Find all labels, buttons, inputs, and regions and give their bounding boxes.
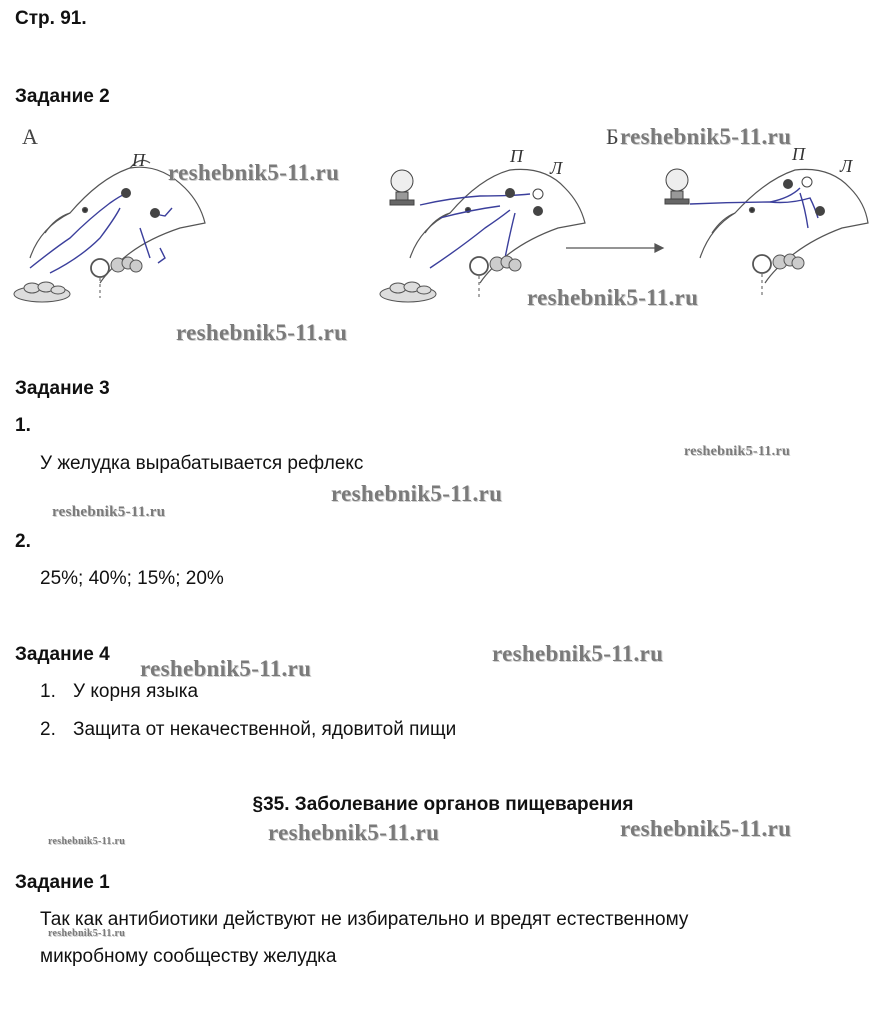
brain-node-c3 [815, 206, 825, 216]
task3-item2-text: 25%; 40%; 15%; 20% [40, 568, 224, 589]
task4-heading: Задание 4 [15, 644, 110, 665]
watermark: reshebnik5-11.ru [48, 928, 126, 939]
watermark: reshebnik5-11.ru [268, 820, 440, 845]
marker-p-a: П [132, 150, 145, 170]
brain-node-a2 [150, 208, 160, 218]
task1-heading: Задание 1 [15, 872, 110, 893]
watermark: reshebnik5-11.ru [176, 320, 348, 345]
watermark: reshebnik5-11.ru [492, 641, 664, 666]
food-bowl-b [380, 282, 436, 302]
task3-item1-text: У желудка вырабатывается рефлекс [40, 453, 364, 474]
marker-p-c: П [792, 144, 805, 164]
task1-text-line1: Так как антибиотики действуют не избирательно и вредят естественному [40, 909, 689, 930]
page-number: Стр. 91. [15, 8, 87, 29]
brain-node-a1 [121, 188, 131, 198]
food-bowl-a [14, 282, 70, 302]
brain-node-c1 [783, 179, 793, 189]
watermark: reshebnik5-11.ru [331, 481, 503, 506]
watermark: reshebnik5-11.ru [620, 124, 792, 149]
marker-l-c: Л [840, 156, 853, 176]
task3-item1-number: 1. [15, 415, 31, 436]
watermark: reshebnik5-11.ru [527, 285, 699, 310]
watermark: reshebnik5-11.ru [684, 444, 791, 459]
task4-item2-text: Защита от некачественной, ядовитой пищи [73, 719, 457, 740]
watermark: reshebnik5-11.ru [48, 836, 126, 847]
lamp-icon-1 [390, 170, 414, 205]
section-title: §35. Заболевание органов пищеварения [252, 794, 634, 815]
marker-l-b: Л [550, 158, 563, 178]
task4-item1-text: У корня языка [73, 681, 199, 702]
task4-item2-number: 2. [40, 719, 56, 740]
task2-heading: Задание 2 [15, 86, 110, 107]
brain-node-c2 [802, 177, 812, 187]
task3-heading: Задание 3 [15, 378, 110, 399]
salivary-gland-b [470, 256, 521, 298]
marker-p-b: П [510, 146, 523, 166]
salivary-gland-a [91, 257, 142, 298]
watermark: reshebnik5-11.ru [168, 160, 340, 185]
figure-label-a: А [22, 124, 38, 149]
figure-label-b: Б [606, 124, 619, 149]
neural-pathway-a [30, 194, 172, 273]
watermark: reshebnik5-11.ru [52, 504, 166, 520]
watermark: reshebnik5-11.ru [620, 816, 792, 841]
brain-node-b3 [533, 206, 543, 216]
brain-node-b2 [533, 189, 543, 199]
arrow-icon [566, 244, 663, 252]
task3-item2-number: 2. [15, 531, 31, 552]
salivary-gland-c [753, 254, 804, 296]
neural-pathway-b [420, 194, 530, 268]
watermark: reshebnik5-11.ru [140, 656, 312, 681]
lamp-icon-2 [665, 169, 689, 204]
brain-node-b1 [505, 188, 515, 198]
task1-text-line2: микробному сообществу желудка [40, 946, 337, 967]
task4-item1-number: 1. [40, 681, 56, 702]
